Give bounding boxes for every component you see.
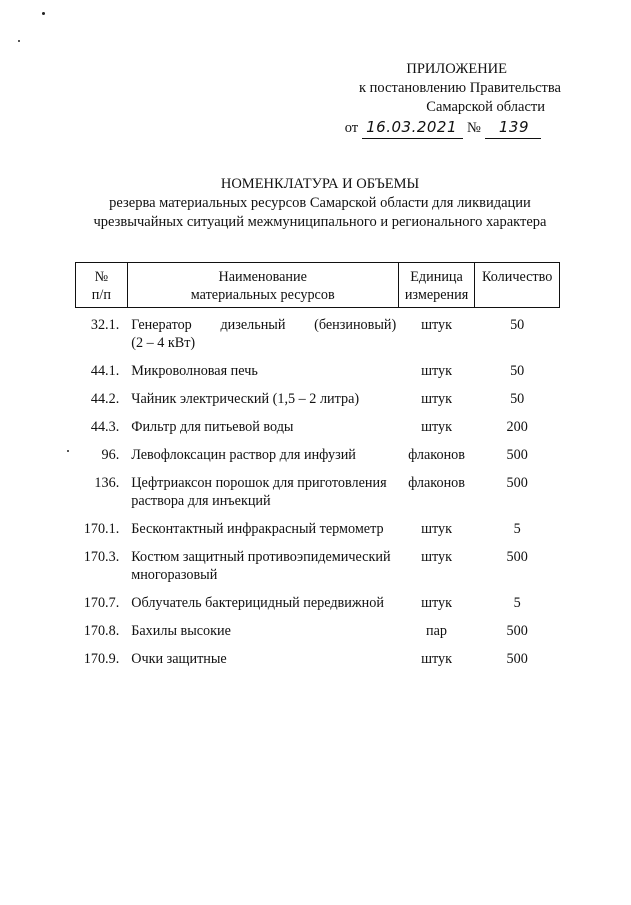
- header-text: Количество: [482, 269, 553, 285]
- appendix-title: ПРИЛОЖЕНИЕ: [406, 61, 507, 77]
- row-qty: 50: [510, 391, 525, 407]
- table-body: [76, 308, 560, 676]
- row-qty: 500: [506, 549, 528, 565]
- row-name-line: многоразовый: [131, 567, 218, 583]
- row-name-line: Костюм защитный противоэпидемический: [131, 549, 391, 565]
- row-unit: флаконов: [408, 475, 465, 491]
- row-name: [127, 415, 398, 443]
- header-name: [127, 263, 398, 308]
- row-name-line: Генератор дизельный (бензиновый): [131, 317, 397, 333]
- row-unit: штук: [421, 595, 452, 611]
- scan-speck: [18, 40, 20, 42]
- row-num: 44.1.: [90, 363, 120, 379]
- number-label: №: [467, 120, 481, 136]
- row-name-line: Фильтр для питьевой воды: [131, 419, 294, 435]
- row-num: 170.8.: [83, 623, 120, 639]
- row-name-line: Облучатель бактерицидный передвижной: [131, 595, 384, 611]
- row-name: [127, 443, 398, 471]
- date-prefix: от: [344, 120, 359, 136]
- row-qty: 500: [506, 651, 528, 667]
- row-unit: штук: [421, 419, 452, 435]
- scan-speck: [67, 450, 69, 452]
- resources-table: [75, 262, 560, 675]
- appendix-line: к постановлению Правительства: [359, 80, 561, 96]
- row-name: [127, 359, 398, 387]
- row-name-line: Цефтриаксон порошок для приготовления: [131, 475, 387, 491]
- row-qty: 500: [506, 623, 528, 639]
- row-unit: штук: [421, 651, 452, 667]
- row-qty: 500: [506, 447, 528, 463]
- row-num: 44.2.: [90, 391, 120, 407]
- row-name: [127, 591, 398, 619]
- appendix-line: Самарской области: [426, 99, 545, 115]
- handwritten-date: 16.03.2021: [362, 118, 463, 139]
- row-unit: штук: [421, 363, 452, 379]
- row-qty: 50: [510, 363, 525, 379]
- appendix-block: [345, 60, 561, 139]
- row-name: [127, 647, 398, 675]
- table-row: [76, 443, 560, 471]
- row-qty: 5: [513, 595, 521, 611]
- row-name-line: Очки защитные: [131, 651, 227, 667]
- header-text: измерения: [404, 287, 469, 303]
- table-row: [76, 471, 560, 517]
- heading-title: НОМЕНКЛАТУРА И ОБЪЕМЫ: [220, 176, 420, 192]
- row-name: [127, 387, 398, 415]
- row-num: 170.7.: [83, 595, 120, 611]
- row-num: 170.3.: [83, 549, 120, 565]
- row-name-line: Левофлоксацин раствор для инфузий: [131, 447, 356, 463]
- header-text: Наименование: [218, 269, 307, 285]
- row-unit: штук: [421, 391, 452, 407]
- header-num: [76, 263, 128, 308]
- table-row: [76, 545, 560, 591]
- row-unit: пар: [426, 623, 448, 639]
- header-text: Единица: [410, 269, 463, 285]
- table-header-row: [76, 263, 560, 308]
- row-name: [127, 619, 398, 647]
- table-row: [76, 415, 560, 443]
- row-name-line: Микроволновая печь: [131, 363, 258, 379]
- row-name: [127, 545, 398, 591]
- table-row: [76, 619, 560, 647]
- row-unit: штук: [421, 549, 452, 565]
- row-name: [127, 471, 398, 517]
- row-num: 170.1.: [83, 521, 120, 537]
- row-name-line: раствора для инъекций: [131, 493, 271, 509]
- row-num: 32.1.: [90, 317, 120, 333]
- row-name: [127, 308, 398, 360]
- row-name-line: (2 – 4 кВт): [131, 335, 196, 351]
- row-name-line: Чайник электрический (1,5 – 2 литра): [131, 391, 360, 407]
- heading-line: чрезвычайных ситуаций межмуниципального и регионального характера: [93, 214, 547, 230]
- scan-speck: [42, 12, 45, 15]
- header-qty: [475, 263, 560, 308]
- header-text: материальных ресурсов: [190, 287, 335, 303]
- row-num: 96.: [101, 447, 120, 463]
- table-row: [76, 517, 560, 545]
- row-unit: штук: [421, 317, 452, 333]
- header-unit: [398, 263, 475, 308]
- table-row: [76, 647, 560, 675]
- table-row: [76, 387, 560, 415]
- handwritten-number: 139: [485, 118, 541, 139]
- heading-line: резерва материальных ресурсов Самарской области для ликвидации: [109, 195, 531, 211]
- row-name-line: Бахилы высокие: [131, 623, 231, 639]
- table-row: [76, 359, 560, 387]
- row-num: 170.9.: [83, 651, 120, 667]
- table-row: [76, 591, 560, 619]
- header-text: п/п: [91, 287, 111, 303]
- row-num: 44.3.: [90, 419, 120, 435]
- row-name-line: Бесконтактный инфракрасный термометр: [131, 521, 384, 537]
- table-row: [76, 308, 560, 360]
- row-num: 136.: [94, 475, 120, 491]
- appendix-date-line: [345, 118, 541, 139]
- row-qty: 5: [513, 521, 521, 537]
- row-qty: 50: [510, 317, 525, 333]
- document-heading: [60, 175, 580, 232]
- header-text: №: [94, 269, 109, 285]
- row-unit: флаконов: [408, 447, 465, 463]
- row-name: [127, 517, 398, 545]
- row-qty: 500: [506, 475, 528, 491]
- resources-table-wrapper: [75, 262, 560, 675]
- row-qty: 200: [506, 419, 528, 435]
- row-unit: штук: [421, 521, 452, 537]
